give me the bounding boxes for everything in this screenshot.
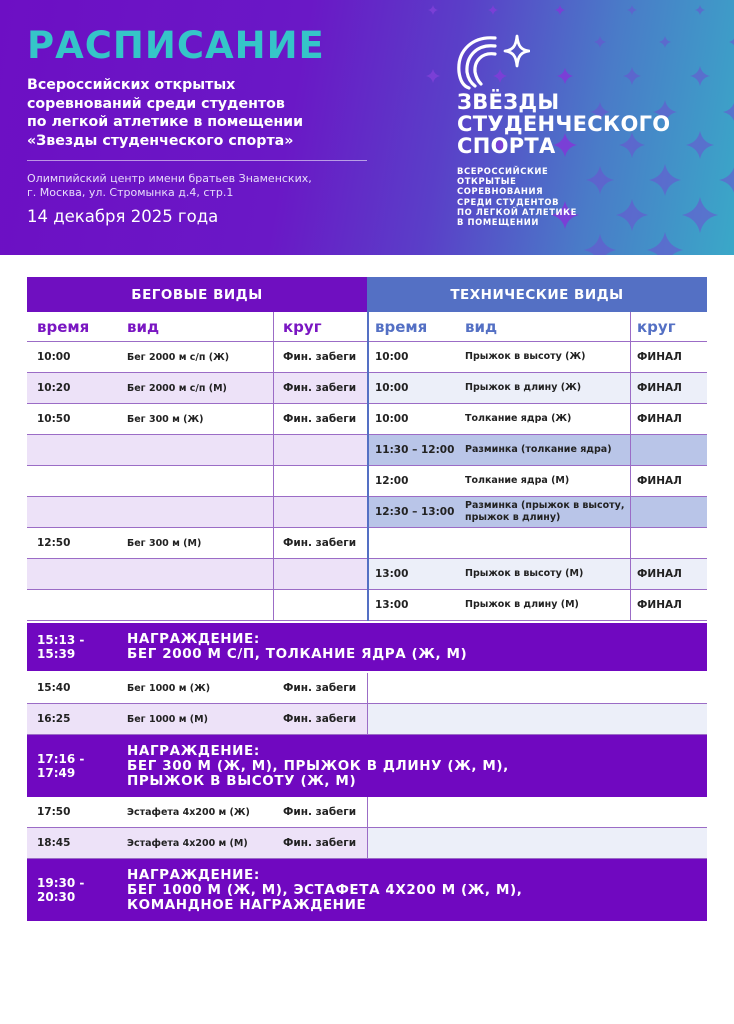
venue [27,172,312,200]
award-time-line: 15:39 [37,647,76,661]
award-line: НАГРАЖДЕНИЕ: [127,743,260,759]
award-time [37,633,84,661]
running-row [27,559,367,590]
star-icon [627,5,637,15]
technical-round: ФИНАЛ [637,568,682,580]
star-icon [428,5,438,15]
grid-line [367,704,368,735]
grid-line [630,312,631,621]
subtitle-line: соревнований среди студентов [27,95,285,112]
running-event: Бег 2000 м с/п (М) [127,382,227,394]
technical-round: ФИНАЛ [637,382,682,394]
technical-event: Прыжок в длину (Ж) [465,382,582,393]
col-time-technical: время [375,318,428,336]
award-time-line: 17:16 - [37,752,85,766]
technical-time: 10:00 [375,382,409,394]
running-round: Фин. забеги [283,413,357,425]
technical-round: ФИНАЛ [637,599,682,611]
running-row [27,797,367,828]
technical-row [367,404,707,435]
award-line: НАГРАЖДЕНИЕ: [127,631,260,647]
running-row [27,528,367,559]
technical-row [367,466,707,497]
running-row [27,828,367,859]
grid-line [367,312,369,621]
technical-event: Толкание ядра (Ж) [465,413,572,424]
technical-row [367,373,707,404]
running-section-header: БЕГОВЫЕ ВИДЫ [27,277,367,312]
running-event: Бег 1000 м (Ж) [127,682,211,694]
star-icon [649,164,681,196]
star-icon [690,66,710,86]
col-round-technical: круг [637,318,676,336]
running-round: Фин. забеги [283,713,357,725]
star-icon [586,166,614,194]
technical-row [367,559,707,590]
award-time-line: 17:49 [37,766,76,780]
star-icon [623,67,641,85]
running-row [27,466,367,497]
award-line: НАГРАЖДЕНИЕ: [127,867,260,883]
technical-time: 12:00 [375,475,409,487]
technical-section-header: ТЕХНИЧЕСКИЕ ВИДЫ [367,277,707,312]
grid-line [367,797,368,828]
technical-time: 13:00 [375,568,409,580]
technical-event: Разминка (толкание ядра) [465,444,612,455]
award-text [127,744,509,789]
award-block [27,859,707,921]
running-row [27,342,367,373]
star-icon [695,5,705,15]
award-line: ПРЫЖОК В ВЫСОТУ (Ж, М) [127,773,357,789]
running-event: Бег 300 м (Ж) [127,413,204,425]
header-banner [0,0,734,255]
technical-row-empty [367,673,707,704]
running-time: 16:25 [37,713,71,725]
technical-row [367,342,707,373]
logo-name-line: СТУДЕНЧЕСКОГО [457,112,671,136]
star-icon [719,164,734,196]
technical-row-empty [367,797,707,828]
award-block [27,623,707,671]
running-event: Эстафета 4х200 м (Ж) [127,806,250,818]
col-round-running: круг [283,318,322,336]
award-block [27,735,707,797]
star-icon [557,68,573,84]
running-time: 10:20 [37,382,71,394]
technical-row [367,590,707,621]
subtitle-line: по легкой атлетике в помещении [27,114,304,130]
logo-sub-line: В ПОМЕЩЕНИИ [457,217,539,228]
running-row [27,497,367,528]
star-icon [426,69,440,83]
technical-event [465,528,645,558]
technical-time: 13:00 [375,599,409,611]
running-time: 15:40 [37,682,71,694]
running-time: 12:50 [37,537,71,549]
logo-sub-line: ВСЕРОССИЙСКИЕ [457,166,549,176]
star-icon [594,36,606,48]
grid-line [367,673,368,704]
grid-line [367,828,368,859]
award-time-line: 20:30 [37,890,76,904]
running-event: Бег 300 м (М) [127,537,202,549]
technical-round: ФИНАЛ [637,413,682,425]
running-time: 18:45 [37,837,71,849]
award-time-line: 19:30 - [37,876,85,890]
technical-event: Прыжок в высоту (Ж) [465,351,586,362]
running-round: Фин. забеги [283,806,357,818]
award-line: БЕГ 300 М (Ж, М), ПРЫЖОК В ДЛИНУ (Ж, М), [127,758,509,774]
warmup-row [367,497,707,528]
star-icon [555,5,565,15]
award-time [37,752,84,780]
running-time: 10:50 [37,413,71,425]
star-icon [584,234,616,255]
award-line: КОМАНДНОЕ НАГРАЖДЕНИЕ [127,897,367,913]
event-date: 14 декабря 2025 года [27,207,219,226]
technical-event: Прыжок в высоту (М) [465,568,584,579]
award-time-line: 15:13 - [37,633,85,647]
logo-name [457,91,670,157]
running-time: 17:50 [37,806,71,818]
venue-line: Олимпийский центр имени братьев Знаменских, [27,172,312,185]
running-event: Эстафета 4х200 м (М) [127,837,248,849]
subtitle-line: Всероссийских открытых [27,77,236,93]
technical-row-empty [367,828,707,859]
technical-time: 12:30 – 13:00 [375,506,455,518]
technical-event: Толкание ядра (М) [465,475,570,486]
technical-time: 10:00 [375,351,409,363]
running-row [27,704,367,735]
running-row [27,673,367,704]
running-event: Бег 1000 м (М) [127,713,208,725]
star-icon [647,232,683,255]
star-icon [616,199,648,231]
logo-sub-line: ПО ЛЕГКОЙ АТЛЕТИКЕ [457,206,577,217]
running-round: Фин. забеги [283,682,357,694]
logo-sub-line: СОРЕВНОВАНИЯ [457,186,544,197]
technical-row-empty [367,704,707,735]
logo-sub-line: СРЕДИ СТУДЕНТОВ [457,196,560,207]
col-event-technical: вид [465,318,498,336]
subtitle-line: «Звезды студенческого спорта» [27,132,294,149]
page-title: РАСПИСАНИЕ [27,24,325,67]
star-icon [488,5,498,15]
running-time: 10:00 [37,351,71,363]
technical-round: ФИНАЛ [637,475,682,487]
venue-line: г. Москва, ул. Стромынка д.4, стр.1 [27,186,234,199]
running-row [27,373,367,404]
col-event-running: вид [127,318,160,336]
running-round: Фин. забеги [283,351,357,363]
shooting-star-icon [455,30,530,90]
running-row [27,435,367,466]
running-round: Фин. забеги [283,837,357,849]
award-text [127,868,523,913]
logo-name-line: СПОРТА [457,134,556,158]
technical-round: ФИНАЛ [637,351,682,363]
star-icon [729,36,734,48]
award-line: БЕГ 1000 М (Ж, М), ЭСТАФЕТА 4Х200 М (Ж, М), [127,882,523,898]
running-row [27,590,367,621]
star-icon [659,36,671,48]
award-text [127,632,467,662]
star-icon [723,100,734,124]
divider [27,160,367,161]
technical-event: Прыжок в длину (М) [465,599,579,610]
award-time [37,876,84,904]
technical-time: 11:30 – 12:00 [375,444,455,456]
technical-row [367,528,707,559]
col-time-running: время [37,318,90,336]
star-icon [682,197,718,233]
logo-subtitle [457,166,577,227]
grid-line [273,312,274,621]
logo-name-line: ЗВЁЗДЫ [457,90,560,114]
running-round: Фин. забеги [283,382,357,394]
running-row [27,404,367,435]
technical-time: 10:00 [375,413,409,425]
award-line: БЕГ 2000 М С/П, ТОЛКАНИЕ ЯДРА (Ж, М) [127,646,468,662]
star-icon [686,131,714,159]
running-event: Бег 2000 м с/п (Ж) [127,351,230,363]
technical-event: Разминка (прыжок в высоту, прыжок в длину) [465,500,625,523]
warmup-row [367,435,707,466]
running-round: Фин. забеги [283,537,357,549]
event-subtitle [27,76,377,150]
logo-sub-line: ОТКРЫТЫЕ [457,176,517,187]
